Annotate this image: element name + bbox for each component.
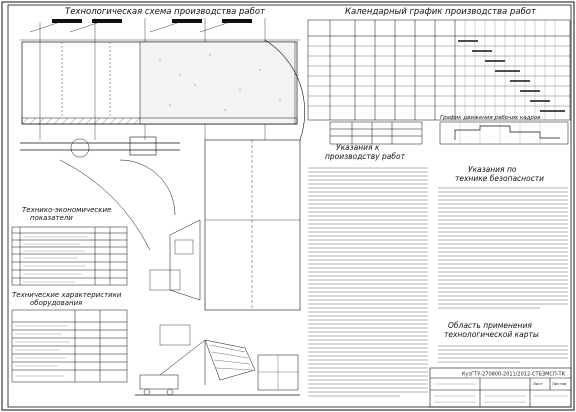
drawing-code: КузГТУ-270800-2011/2012-СТБЗМСП-ТК <box>462 371 566 378</box>
safety-text <box>438 188 568 308</box>
calendar-table <box>308 20 570 120</box>
instructions-text <box>308 168 428 396</box>
labor-schedule-chart <box>440 122 568 144</box>
labor-schedule-title: График движения рабочих кадров <box>440 115 541 121</box>
instructions-title: Указания к производству работ <box>325 143 405 161</box>
scope-text <box>438 346 568 362</box>
crane-section-drawing <box>135 325 300 395</box>
scope-title: Область применения технологической карты <box>444 321 539 339</box>
machines-title: Технические характеристики оборудования <box>12 291 122 307</box>
sheets-label: Листов <box>552 381 567 386</box>
tech-scheme-title: Технологическая схема производства работ <box>65 7 265 17</box>
machines-table <box>12 310 127 382</box>
tep-title: Технико-экономические показатели <box>22 206 112 222</box>
site-plan-extension <box>150 140 300 310</box>
workforce-table <box>330 122 422 144</box>
calendar-title: Календарный график производства работ <box>345 7 536 17</box>
tep-table <box>12 227 127 285</box>
sheet-label: Лист <box>533 381 543 386</box>
safety-title: Указания по технике безопасности <box>455 165 545 183</box>
